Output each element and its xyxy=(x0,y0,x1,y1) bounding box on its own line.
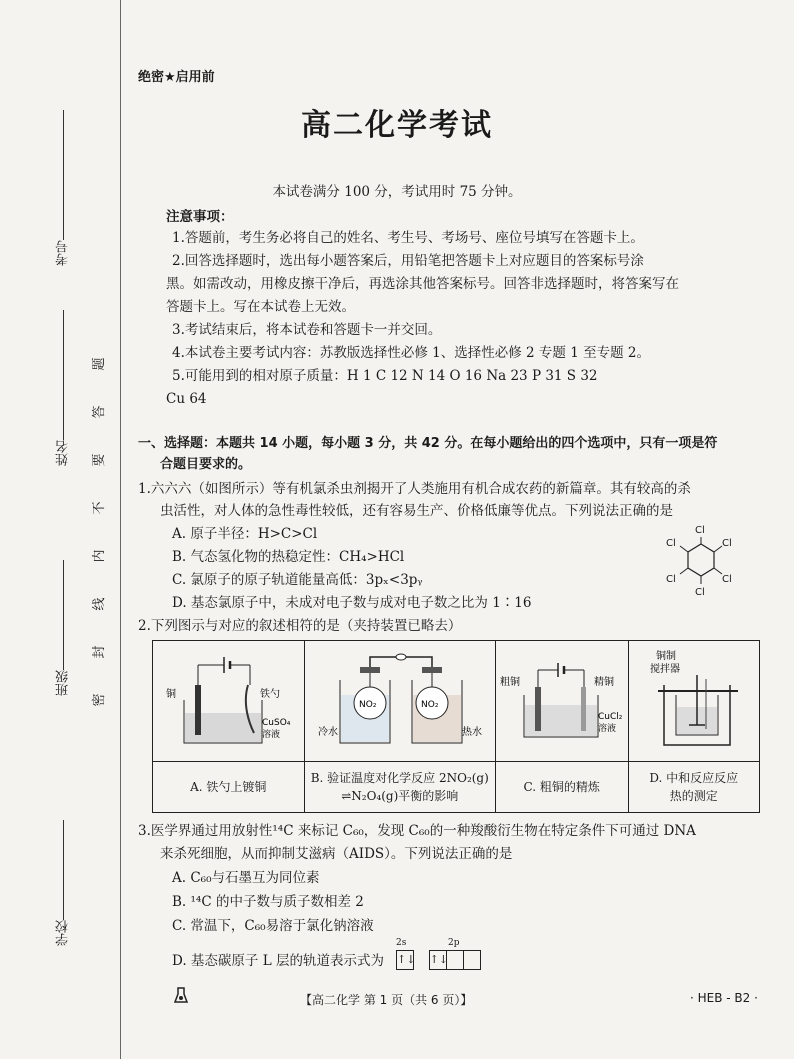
label-no2: NO₂ xyxy=(358,699,377,710)
seal-char: 密 xyxy=(92,693,107,707)
name-line xyxy=(63,310,64,440)
q2-option-d[interactable] xyxy=(628,762,760,813)
q2-option-c[interactable] xyxy=(496,762,629,813)
section1-heading-b: 合题目要求的。 xyxy=(160,457,252,472)
label-copper-made: 铜制 xyxy=(655,650,676,662)
q3-option-a[interactable]: A. C₆₀与石墨互为同位素 xyxy=(172,870,320,886)
note-2a: 2.回答选择题时，选出每小题答案后，用铅笔把答题卡上对应题目的答案标号涂 xyxy=(172,253,644,269)
no2-equilibrium-apparatus xyxy=(310,645,490,755)
cl-label: Cl xyxy=(666,538,676,549)
q3-stem-b: 来杀死细胞，从而抑制艾滋病（AIDS）。下列说法正确的是 xyxy=(160,846,513,862)
q3-stem-a: 3.医学界通过用放射性¹⁴C 来标记 C₆₀，发现 C₆₀的一种羧酸衍生物在特定条件下可通过 DNA xyxy=(138,823,696,839)
notes-heading: 注意事项： xyxy=(166,209,234,225)
secret-label: 绝密★启用前 xyxy=(138,70,215,85)
orbital-box-2p: ↑↓ xyxy=(429,950,447,970)
orbital-box-2s: ↑↓ xyxy=(396,950,414,970)
page-title: 高二化学考试 xyxy=(301,108,493,143)
cl-label: Cl xyxy=(666,574,676,585)
school-line xyxy=(63,820,64,920)
school-label: 学校 xyxy=(56,920,71,946)
label-cuso4: CuSO₄ xyxy=(262,717,291,728)
seal-char: 内 xyxy=(92,549,107,563)
publisher-logo xyxy=(170,984,192,1006)
q1-stem-b: 虫活性，对人体的急性毒性较低，还有容易生产、价格低廉等优点。下列说法正确的是 xyxy=(160,503,673,519)
note-4: 4.本试卷主要考试内容：苏教版选择性必修 1、选择性必修 2 专题 1 至专题 2。 xyxy=(172,345,650,361)
q2-caption-d2: 热的测定 xyxy=(669,789,718,803)
exam-code: · HEB - B2 · xyxy=(690,991,758,1005)
note-2c: 答题卡上。写在本试卷上无效。 xyxy=(166,299,355,315)
q2-caption-b2: ⇌N₂O₄(g)平衡的影响 xyxy=(341,789,459,803)
q2-figure-a-cell xyxy=(153,641,305,762)
q2-caption-d1: D. 中和反应反应 xyxy=(649,771,739,785)
q3-option-c[interactable]: C. 常温下，C₆₀易溶于氯化钠溶液 xyxy=(172,918,374,934)
label-crude-copper: 粗铜 xyxy=(499,676,520,688)
cl-label: Cl xyxy=(722,574,732,585)
page-footer: 【高二化学 第 1 页（共 6 页）】 xyxy=(300,993,473,1007)
school-field[interactable] xyxy=(54,820,73,946)
name-label: 姓名 xyxy=(56,440,71,466)
cl-label: Cl xyxy=(695,525,705,536)
seal-char: 不 xyxy=(92,501,107,515)
label-stirrer: 搅拌器 xyxy=(649,663,680,675)
copper-refining-apparatus xyxy=(498,645,626,755)
note-3: 3.考试结束后，将本试卷和答题卡一并交回。 xyxy=(172,322,442,338)
cl-label: Cl xyxy=(695,587,705,598)
q1-option-b[interactable]: B. 气态氢化物的热稳定性：CH₄>HCl xyxy=(172,549,405,565)
q2-option-b[interactable] xyxy=(304,762,496,813)
q2-figure-c-cell xyxy=(496,641,629,762)
class-label: 班级 xyxy=(56,670,71,696)
seal-char: 答 xyxy=(92,405,107,419)
label-cold-water: 冷水 xyxy=(317,726,338,738)
label-cucl2: CuCl₂ xyxy=(597,711,623,722)
seal-char: 要 xyxy=(92,453,107,467)
note-5b: Cu 64 xyxy=(166,391,207,407)
orbital-2s-label: 2s xyxy=(396,938,407,948)
orbital-2p-label: 2p xyxy=(448,938,460,948)
q2-caption-b1: B. 验证温度对化学反应 2NO₂(g) xyxy=(310,771,489,785)
q1-option-a[interactable]: A. 原子半径：H>C>Cl xyxy=(172,526,318,542)
label-copper: 铜 xyxy=(166,688,177,700)
label-spoon: 铁勺 xyxy=(260,688,281,700)
calorimeter-apparatus xyxy=(634,645,754,755)
cl-label: Cl xyxy=(722,538,732,549)
q2-stem: 2.下列图示与对应的叙述相符的是（夹持装置已略去） xyxy=(138,618,462,634)
section1-heading-a: 一、选择题：本题共 14 小题，每小题 3 分，共 42 分。在每小题给出的四个选项中，只有一项是符 xyxy=(138,436,718,451)
seal-line-chars xyxy=(92,340,108,724)
label-solution: 溶液 xyxy=(262,729,281,740)
q1-stem-a: 1.六六六（如图所示）等有机氯杀虫剂揭开了人类施用有机合成农药的新篇章。其有较高的杀 xyxy=(138,481,691,497)
q1-option-d[interactable]: D. 基态氯原子中，未成对电子数与成对电子数之比为 1∶16 xyxy=(172,595,532,611)
note-2b: 黑。如需改动，用橡皮擦干净后，再选涂其他答案标号。回答非选择题时，将答案写在 xyxy=(166,276,679,292)
binding-line xyxy=(120,0,121,1059)
q2-caption-c: C. 粗铜的精炼 xyxy=(523,780,600,794)
q1-option-c[interactable]: C. 氯原子的原子轨道能量高低：3pₓ<3pᵧ xyxy=(172,572,423,588)
note-5a: 5.可能用到的相对原子质量：H 1 C 12 N 14 O 16 Na 23 P 31 S 32 xyxy=(172,368,598,384)
orbital-box-2p xyxy=(464,950,481,970)
label-hot-water: 热水 xyxy=(461,726,482,738)
name-field[interactable] xyxy=(54,310,73,466)
seal-char: 封 xyxy=(92,645,107,659)
label-pure-copper: 精铜 xyxy=(593,676,614,688)
seal-char: 题 xyxy=(92,357,107,371)
label-no2: NO₂ xyxy=(420,699,439,710)
q2-figure-b-cell xyxy=(304,641,496,762)
hexachlorocyclohexane-structure xyxy=(660,522,742,598)
q2-option-a[interactable] xyxy=(153,762,305,813)
orbital-diagram xyxy=(396,950,481,970)
label-solution: 溶液 xyxy=(597,723,616,734)
q3-option-b[interactable]: B. ¹⁴C 的中子数与质子数相差 2 xyxy=(172,894,364,910)
orbital-box-2p xyxy=(447,950,464,970)
q2-apparatus-table xyxy=(152,640,760,813)
seal-char: 线 xyxy=(92,597,107,611)
class-line xyxy=(63,560,64,670)
note-1: 1.答题前，考生务必将自己的姓名、考生号、考场号、座位号填写在答题卡上。 xyxy=(172,230,644,246)
q2-figure-d-cell xyxy=(628,641,760,762)
q3-option-d[interactable]: D. 基态碳原子 L 层的轨道表示式为 xyxy=(172,953,384,969)
exam-no-label: 考号 xyxy=(56,240,71,266)
q2-caption-a: A. 铁勺上镀铜 xyxy=(190,780,267,794)
class-field[interactable] xyxy=(54,560,73,696)
exam-info: 本试卷满分 100 分，考试用时 75 分钟。 xyxy=(272,184,522,200)
plating-apparatus xyxy=(158,645,298,755)
